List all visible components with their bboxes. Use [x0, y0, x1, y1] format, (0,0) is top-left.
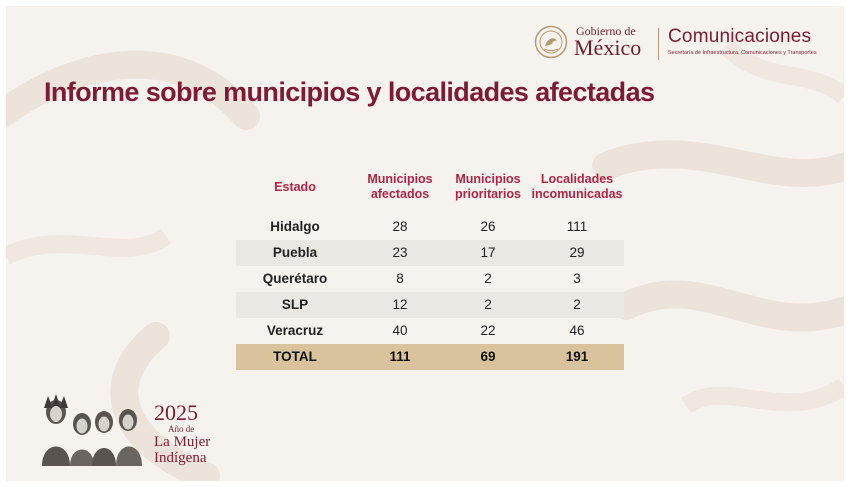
- header-municipios-prioritarios: Municipios prioritarios: [455, 172, 521, 201]
- cell-localidades-incomunicadas: 29: [569, 245, 585, 260]
- cell-localidades-incomunicadas: 111: [566, 219, 588, 234]
- slide: [6, 6, 844, 481]
- comunicaciones-logo: [668, 26, 817, 56]
- total-municipios-afectados: 111: [389, 349, 411, 364]
- total-localidades-incomunicadas: 191: [565, 349, 589, 364]
- table-row: [236, 318, 624, 344]
- indigenous-women-illustration: [38, 394, 150, 466]
- table-row: [236, 240, 624, 266]
- page-title: Informe sobre municipios y localidades afectadas: [44, 77, 655, 107]
- logo-divider: [658, 28, 659, 60]
- cell-municipios-afectados: 12: [392, 297, 408, 312]
- cell-estado: Hidalgo: [270, 219, 320, 234]
- cell-localidades-incomunicadas: 2: [573, 297, 581, 312]
- table-header: [236, 166, 624, 214]
- cell-estado: Veracruz: [266, 323, 324, 338]
- national-seal-icon: [534, 25, 568, 59]
- cell-municipios-afectados: 23: [392, 245, 408, 260]
- gobierno-mexico-logo: [534, 22, 641, 62]
- mexico-label: México: [574, 35, 642, 60]
- dependencia-name: Comunicaciones: [668, 26, 812, 47]
- table-row: [236, 214, 624, 240]
- table-row: [236, 266, 624, 292]
- cell-estado: Puebla: [272, 245, 318, 260]
- total-label: TOTAL: [273, 349, 317, 364]
- table-total-row: [236, 344, 624, 370]
- ano-de-label: Año de: [168, 424, 195, 434]
- cell-estado: Querétaro: [262, 271, 328, 286]
- cell-municipios-prioritarios: 22: [480, 323, 496, 338]
- cell-municipios-prioritarios: 2: [484, 271, 492, 286]
- cell-municipios-prioritarios: 17: [480, 245, 496, 260]
- data-table: [236, 166, 624, 370]
- table-row: [236, 292, 624, 318]
- year-logo: [154, 402, 210, 466]
- cell-municipios-afectados: 8: [396, 271, 404, 286]
- total-municipios-prioritarios: 69: [480, 349, 496, 364]
- gobierno-label: Gobierno de: [576, 24, 636, 38]
- cell-localidades-incomunicadas: 3: [573, 271, 581, 286]
- cell-estado: SLP: [281, 297, 309, 312]
- dependencia-subtitle: Secretaría de Infraestructura, Comunicaciones y Transportes: [668, 50, 817, 56]
- year-label: 2025: [154, 400, 198, 425]
- header-estado: Estado: [274, 180, 316, 194]
- cell-localidades-incomunicadas: 46: [569, 323, 585, 338]
- indigena-label: Indígena: [154, 450, 207, 466]
- cell-municipios-afectados: 28: [392, 219, 408, 234]
- la-mujer-label: La Mujer: [154, 434, 211, 450]
- cell-municipios-prioritarios: 2: [484, 297, 492, 312]
- header-localidades-incomunicadas: Localidades incomunicadas: [531, 172, 623, 201]
- header-municipios-afectados: Municipios afectados: [367, 172, 433, 201]
- cell-municipios-prioritarios: 26: [480, 219, 496, 234]
- cell-municipios-afectados: 40: [392, 323, 408, 338]
